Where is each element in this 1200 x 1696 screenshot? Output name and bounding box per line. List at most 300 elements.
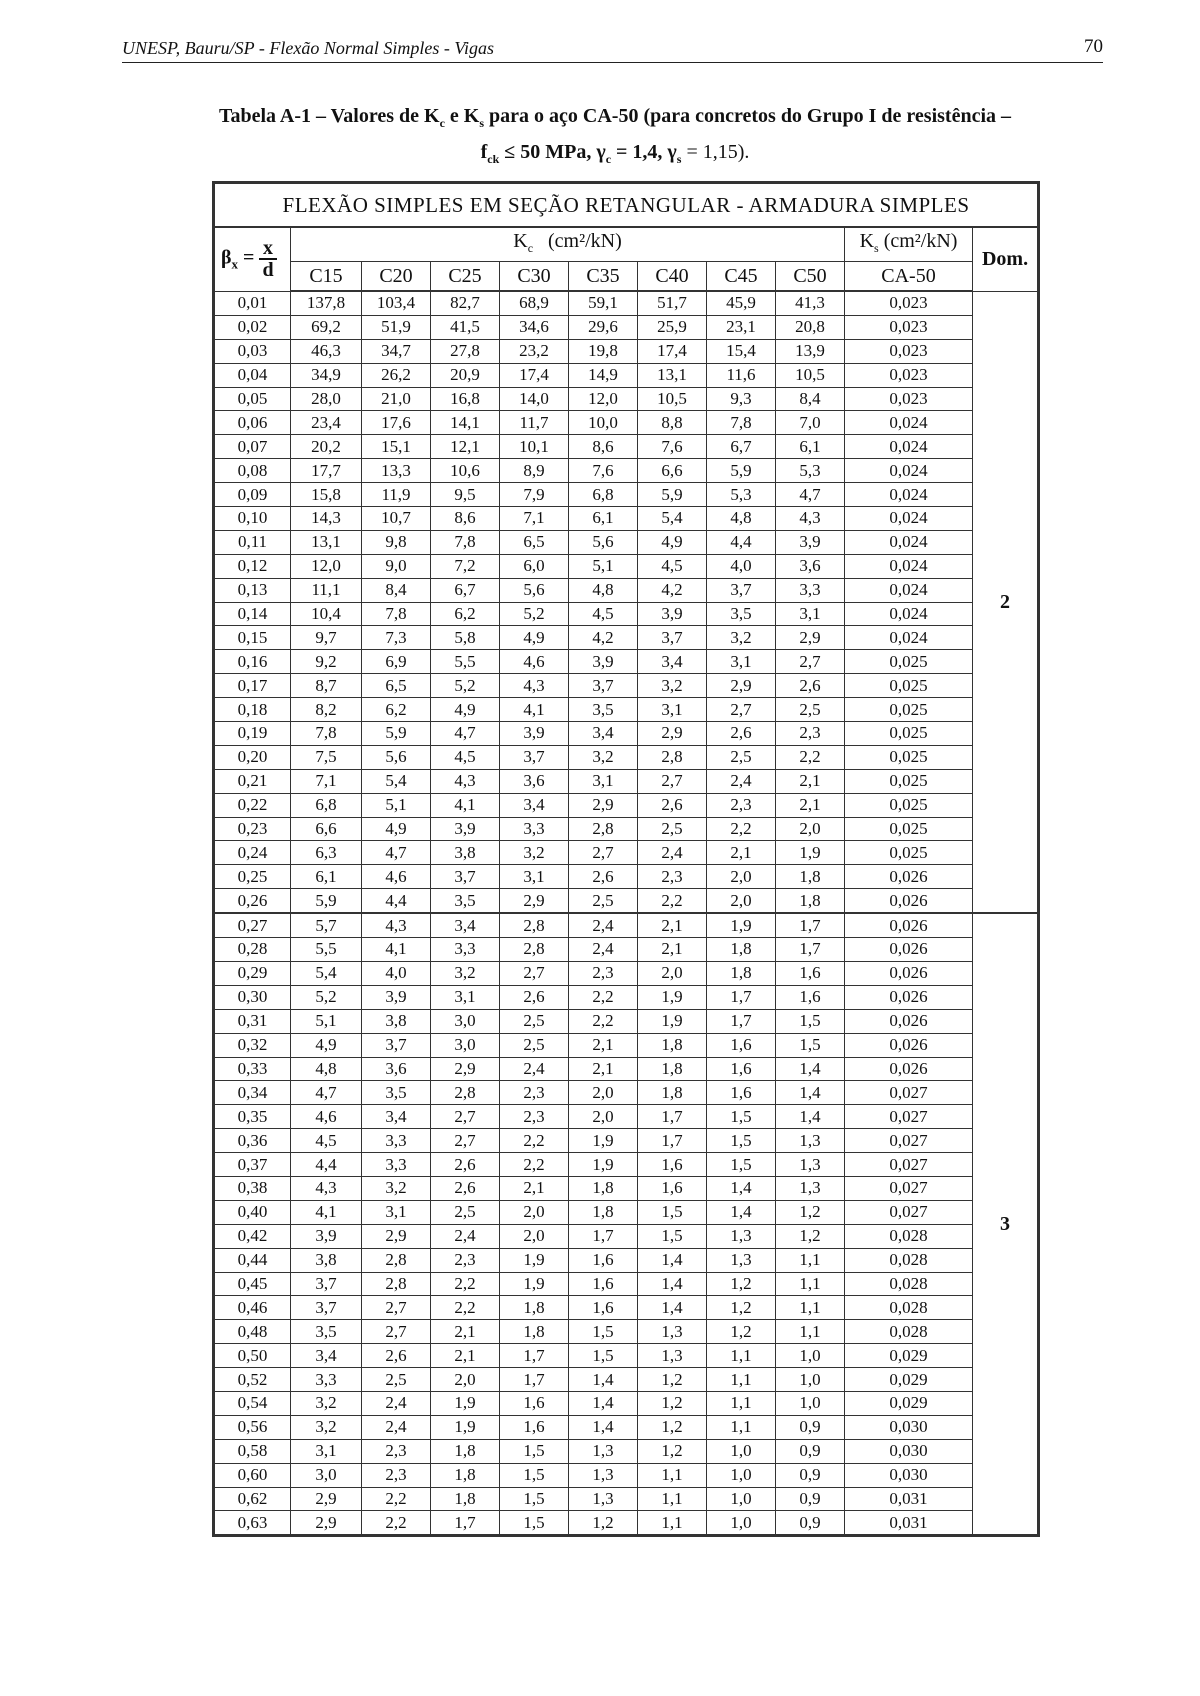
kc-cell: 2,6 xyxy=(500,985,569,1009)
kc-cell: 6,7 xyxy=(431,578,500,602)
kc-cell: 1,5 xyxy=(569,1344,638,1368)
kc-cell: 2,3 xyxy=(500,1081,569,1105)
kc-cell: 20,9 xyxy=(431,363,500,387)
beta-x-cell: 0,25 xyxy=(214,865,291,889)
kc-cell: 2,4 xyxy=(707,769,776,793)
kc-cell: 2,7 xyxy=(707,698,776,722)
beta-x-cell: 0,22 xyxy=(214,793,291,817)
beta-x-cell: 0,24 xyxy=(214,841,291,865)
table-row xyxy=(214,435,1039,459)
kc-cell: 17,4 xyxy=(500,363,569,387)
kc-cell: 3,4 xyxy=(362,1105,431,1129)
kc-cell: 2,5 xyxy=(707,745,776,769)
kc-cell: 3,2 xyxy=(500,841,569,865)
kc-cell: 2,2 xyxy=(500,1129,569,1153)
kc-cell: 5,9 xyxy=(362,722,431,746)
kc-cell: 3,3 xyxy=(431,938,500,962)
kc-cell: 41,5 xyxy=(431,315,500,339)
beta-x-cell: 0,05 xyxy=(214,387,291,411)
ks-cell: 0,028 xyxy=(845,1248,973,1272)
kc-cell: 13,1 xyxy=(638,363,707,387)
kc-cell: 1,4 xyxy=(707,1200,776,1224)
table-row xyxy=(214,722,1039,746)
kc-cell: 1,0 xyxy=(707,1487,776,1511)
kc-cell: 2,2 xyxy=(362,1511,431,1536)
table-row xyxy=(214,1511,1039,1536)
kc-cell: 4,7 xyxy=(362,841,431,865)
kc-cell: 4,8 xyxy=(569,578,638,602)
kc-cell: 10,4 xyxy=(291,602,362,626)
kc-cell: 10,0 xyxy=(569,411,638,435)
kc-cell: 6,6 xyxy=(638,459,707,483)
kc-cell: 0,9 xyxy=(776,1463,845,1487)
kc-cell: 3,2 xyxy=(638,674,707,698)
kc-cell: 2,8 xyxy=(638,745,707,769)
beta-x-cell: 0,12 xyxy=(214,554,291,578)
kc-cell: 2,5 xyxy=(431,1200,500,1224)
kc-cell: 1,7 xyxy=(638,1129,707,1153)
kc-cell: 4,6 xyxy=(362,865,431,889)
kc-cell: 1,4 xyxy=(707,1176,776,1200)
kc-cell: 4,9 xyxy=(362,817,431,841)
beta-x-cell: 0,44 xyxy=(214,1248,291,1272)
kc-cell: 7,8 xyxy=(291,722,362,746)
kc-cell: 3,2 xyxy=(291,1391,362,1415)
kc-cell: 1,8 xyxy=(638,1057,707,1081)
kc-cell: 4,5 xyxy=(638,554,707,578)
kc-cell: 4,3 xyxy=(776,507,845,531)
ks-cell: 0,024 xyxy=(845,459,973,483)
table-row xyxy=(214,315,1039,339)
kc-cell: 5,8 xyxy=(431,626,500,650)
kc-cell: 2,2 xyxy=(707,817,776,841)
kc-cell: 4,4 xyxy=(707,530,776,554)
ks-cell: 0,030 xyxy=(845,1415,973,1439)
beta-x-cell: 0,15 xyxy=(214,626,291,650)
kc-cell: 1,8 xyxy=(638,1081,707,1105)
kc-cell: 46,3 xyxy=(291,339,362,363)
kc-cell: 4,1 xyxy=(431,793,500,817)
kc-cell: 51,9 xyxy=(362,315,431,339)
table-row xyxy=(214,1081,1039,1105)
kc-cell: 1,1 xyxy=(638,1463,707,1487)
ks-cell: 0,026 xyxy=(845,1057,973,1081)
beta-x-cell: 0,09 xyxy=(214,483,291,507)
kc-cell: 1,1 xyxy=(776,1272,845,1296)
table-row xyxy=(214,793,1039,817)
ks-cell: 0,023 xyxy=(845,315,973,339)
kc-cell: 1,4 xyxy=(569,1368,638,1392)
kc-cell: 1,5 xyxy=(500,1463,569,1487)
kc-cell: 4,3 xyxy=(431,769,500,793)
kc-cell: 1,2 xyxy=(707,1296,776,1320)
concrete-class-header: C30 xyxy=(500,262,569,292)
kc-cell: 1,6 xyxy=(569,1248,638,1272)
ks-cell: 0,025 xyxy=(845,674,973,698)
beta-x-cell: 0,34 xyxy=(214,1081,291,1105)
beta-x-cell: 0,04 xyxy=(214,363,291,387)
beta-x-cell: 0,58 xyxy=(214,1439,291,1463)
domain-2-cell: 2 xyxy=(973,291,1039,913)
kc-cell: 6,1 xyxy=(776,435,845,459)
kc-cell: 2,4 xyxy=(569,938,638,962)
kc-cell: 2,4 xyxy=(500,1057,569,1081)
kc-cell: 8,9 xyxy=(500,459,569,483)
kc-cell: 16,8 xyxy=(431,387,500,411)
kc-cell: 2,2 xyxy=(569,1009,638,1033)
kc-cell: 1,8 xyxy=(638,1033,707,1057)
kc-cell: 1,5 xyxy=(638,1200,707,1224)
kc-cell: 3,3 xyxy=(500,817,569,841)
kc-cell: 1,1 xyxy=(776,1296,845,1320)
kc-cell: 9,3 xyxy=(707,387,776,411)
table-row xyxy=(214,1296,1039,1320)
beta-x-cell: 0,40 xyxy=(214,1200,291,1224)
kc-cell: 2,0 xyxy=(569,1081,638,1105)
table-row xyxy=(214,1129,1039,1153)
kc-cell: 1,9 xyxy=(569,1129,638,1153)
kc-cell: 3,3 xyxy=(776,578,845,602)
kc-cell: 82,7 xyxy=(431,291,500,315)
beta-x-cell: 0,29 xyxy=(214,961,291,985)
kc-cell: 2,2 xyxy=(638,889,707,913)
kc-cell: 1,5 xyxy=(500,1511,569,1536)
kc-cell: 6,0 xyxy=(500,554,569,578)
kc-cell: 1,2 xyxy=(638,1415,707,1439)
table-row xyxy=(214,1176,1039,1200)
kc-cell: 8,4 xyxy=(776,387,845,411)
kc-cell: 14,3 xyxy=(291,507,362,531)
kc-cell: 1,6 xyxy=(707,1033,776,1057)
kc-cell: 34,7 xyxy=(362,339,431,363)
kc-cell: 1,8 xyxy=(500,1320,569,1344)
beta-x-cell: 0,02 xyxy=(214,315,291,339)
kc-cell: 2,6 xyxy=(431,1176,500,1200)
kc-cell: 3,1 xyxy=(362,1200,431,1224)
kc-cell: 4,7 xyxy=(431,722,500,746)
kc-cell: 8,4 xyxy=(362,578,431,602)
ks-cell: 0,028 xyxy=(845,1296,973,1320)
table-title: FLEXÃO SIMPLES EM SEÇÃO RETANGULAR - ARMADURA SIMPLES xyxy=(214,183,1039,228)
beta-x-cell: 0,07 xyxy=(214,435,291,459)
table-row xyxy=(214,1439,1039,1463)
kc-cell: 4,4 xyxy=(291,1153,362,1177)
table-row xyxy=(214,291,1039,315)
table-row xyxy=(214,1320,1039,1344)
kc-cell: 1,6 xyxy=(500,1415,569,1439)
kc-cell: 5,9 xyxy=(638,483,707,507)
table-row xyxy=(214,1344,1039,1368)
kc-cell: 3,1 xyxy=(638,698,707,722)
beta-x-cell: 0,20 xyxy=(214,745,291,769)
kc-cell: 1,7 xyxy=(638,1105,707,1129)
kc-cell: 2,0 xyxy=(707,865,776,889)
table-row xyxy=(214,339,1039,363)
beta-x-cell: 0,60 xyxy=(214,1463,291,1487)
kc-cell: 8,7 xyxy=(291,674,362,698)
kc-cell: 8,2 xyxy=(291,698,362,722)
kc-cell: 3,9 xyxy=(431,817,500,841)
kc-cell: 9,0 xyxy=(362,554,431,578)
table-row xyxy=(214,817,1039,841)
kc-cell: 1,8 xyxy=(431,1439,500,1463)
beta-x-cell: 0,06 xyxy=(214,411,291,435)
ks-cell: 0,025 xyxy=(845,841,973,865)
kc-cell: 3,5 xyxy=(431,889,500,913)
kc-cell: 2,9 xyxy=(500,889,569,913)
kc-cell: 51,7 xyxy=(638,291,707,315)
kc-cell: 1,9 xyxy=(707,913,776,937)
ks-cell: 0,029 xyxy=(845,1344,973,1368)
kc-cell: 11,9 xyxy=(362,483,431,507)
kc-cell: 7,6 xyxy=(569,459,638,483)
kc-cell: 1,3 xyxy=(569,1487,638,1511)
ks-cell: 0,023 xyxy=(845,363,973,387)
kc-cell: 1,6 xyxy=(638,1176,707,1200)
kc-cell: 5,6 xyxy=(500,578,569,602)
kc-cell: 2,0 xyxy=(569,1105,638,1129)
kc-cell: 14,9 xyxy=(569,363,638,387)
kc-cell: 3,7 xyxy=(431,865,500,889)
ks-cell: 0,024 xyxy=(845,435,973,459)
kc-cell: 3,7 xyxy=(291,1296,362,1320)
kc-cell: 4,9 xyxy=(638,530,707,554)
kc-cell: 6,3 xyxy=(291,841,362,865)
kc-cell: 1,5 xyxy=(776,1033,845,1057)
kc-cell: 3,7 xyxy=(500,745,569,769)
kc-cell: 3,7 xyxy=(638,626,707,650)
kc-cell: 1,0 xyxy=(707,1439,776,1463)
kc-cell: 1,2 xyxy=(638,1391,707,1415)
kc-cell: 3,5 xyxy=(291,1320,362,1344)
page-header xyxy=(122,36,1103,63)
table-row xyxy=(214,841,1039,865)
table-row xyxy=(214,1272,1039,1296)
kc-cell: 3,1 xyxy=(707,650,776,674)
ks-cell: 0,025 xyxy=(845,769,973,793)
beta-x-cell: 0,27 xyxy=(214,913,291,937)
kc-cell: 4,6 xyxy=(500,650,569,674)
ks-cell: 0,028 xyxy=(845,1320,973,1344)
kc-cell: 3,1 xyxy=(291,1439,362,1463)
domain-3-cell: 3 xyxy=(973,913,1039,1536)
kc-cell: 2,0 xyxy=(776,817,845,841)
ks-cell: 0,028 xyxy=(845,1224,973,1248)
kc-cell: 3,0 xyxy=(291,1463,362,1487)
kc-cell: 5,9 xyxy=(707,459,776,483)
kc-cell: 3,4 xyxy=(500,793,569,817)
concrete-class-header: C45 xyxy=(707,262,776,292)
beta-x-cell: 0,18 xyxy=(214,698,291,722)
beta-x-cell: 0,52 xyxy=(214,1368,291,1392)
table-row xyxy=(214,1105,1039,1129)
kc-cell: 29,6 xyxy=(569,315,638,339)
kc-cell: 2,9 xyxy=(776,626,845,650)
kc-cell: 3,8 xyxy=(362,1009,431,1033)
kc-cell: 1,1 xyxy=(707,1368,776,1392)
table-row xyxy=(214,578,1039,602)
table-row xyxy=(214,889,1039,913)
kc-cell: 5,1 xyxy=(291,1009,362,1033)
kc-cell: 3,2 xyxy=(362,1176,431,1200)
kc-cell: 1,2 xyxy=(569,1511,638,1536)
kc-cell: 4,2 xyxy=(638,578,707,602)
kc-cell: 5,9 xyxy=(291,889,362,913)
ks-cell: 0,027 xyxy=(845,1200,973,1224)
beta-x-cell: 0,48 xyxy=(214,1320,291,1344)
table-row xyxy=(214,530,1039,554)
kc-cell: 4,8 xyxy=(291,1057,362,1081)
kc-cell: 12,0 xyxy=(569,387,638,411)
beta-x-cell: 0,30 xyxy=(214,985,291,1009)
ks-cell: 0,031 xyxy=(845,1511,973,1536)
kc-cell: 2,2 xyxy=(431,1272,500,1296)
ks-cell: 0,026 xyxy=(845,961,973,985)
kc-cell: 3,7 xyxy=(291,1272,362,1296)
kc-cell: 1,9 xyxy=(500,1248,569,1272)
caption-line-1: Tabela A-1 – Valores de $K_c$ e $K_s$ para o aço CA-50 (para concretos do Grupo I de resistência – xyxy=(218,105,1012,130)
kc-cell: 2,7 xyxy=(431,1105,500,1129)
kc-cell: 2,6 xyxy=(362,1344,431,1368)
kc-cell: 5,3 xyxy=(776,459,845,483)
kc-cell: 3,9 xyxy=(291,1224,362,1248)
kc-cell: 1,3 xyxy=(569,1463,638,1487)
kc-cell: 1,1 xyxy=(776,1320,845,1344)
beta-x-cell: 0,03 xyxy=(214,339,291,363)
kc-cell: 5,3 xyxy=(707,483,776,507)
table-row xyxy=(214,913,1039,937)
ks-cell: 0,027 xyxy=(845,1153,973,1177)
kc-cell: 2,9 xyxy=(362,1224,431,1248)
kc-cell: 4,3 xyxy=(291,1176,362,1200)
kc-cell: 34,6 xyxy=(500,315,569,339)
kc-cell: 1,6 xyxy=(500,1391,569,1415)
kc-cell: 5,5 xyxy=(291,938,362,962)
kc-cell: 3,8 xyxy=(291,1248,362,1272)
kc-cell: 2,1 xyxy=(638,913,707,937)
beta-x-cell: 0,45 xyxy=(214,1272,291,1296)
kc-cell: 1,7 xyxy=(707,985,776,1009)
kc-cell: 11,1 xyxy=(291,578,362,602)
beta-x-cell: 0,23 xyxy=(214,817,291,841)
kc-cell: 23,2 xyxy=(500,339,569,363)
kc-cell: 2,7 xyxy=(362,1296,431,1320)
table-row xyxy=(214,363,1039,387)
kc-cell: 6,9 xyxy=(362,650,431,674)
kc-cell: 1,6 xyxy=(638,1153,707,1177)
kc-cell: 1,5 xyxy=(500,1487,569,1511)
domain-header: Dom. xyxy=(973,227,1039,291)
ks-cell: 0,025 xyxy=(845,745,973,769)
kc-cell: 103,4 xyxy=(362,291,431,315)
kc-cell: 3,1 xyxy=(569,769,638,793)
table-row xyxy=(214,1487,1039,1511)
table-row xyxy=(214,1415,1039,1439)
table-row xyxy=(214,650,1039,674)
kc-cell: 2,6 xyxy=(431,1153,500,1177)
kc-cell: 2,6 xyxy=(776,674,845,698)
kc-cell: 2,5 xyxy=(500,1009,569,1033)
kc-cell: 45,9 xyxy=(707,291,776,315)
kc-cell: 2,6 xyxy=(569,865,638,889)
kc-cell: 1,8 xyxy=(569,1176,638,1200)
kc-cell: 2,7 xyxy=(569,841,638,865)
kc-cell: 9,7 xyxy=(291,626,362,650)
kc-cell: 23,1 xyxy=(707,315,776,339)
kc-cell: 2,8 xyxy=(431,1081,500,1105)
kc-cell: 3,6 xyxy=(500,769,569,793)
table-row xyxy=(214,1033,1039,1057)
kc-cell: 1,7 xyxy=(500,1344,569,1368)
kc-cell: 3,2 xyxy=(707,626,776,650)
kc-cell: 1,2 xyxy=(638,1439,707,1463)
kc-cell: 3,6 xyxy=(362,1057,431,1081)
ks-cell: 0,026 xyxy=(845,1009,973,1033)
kc-cell: 68,9 xyxy=(500,291,569,315)
kc-cell: 1,4 xyxy=(638,1248,707,1272)
table-row xyxy=(214,1009,1039,1033)
table-row xyxy=(214,985,1039,1009)
kc-cell: 10,6 xyxy=(431,459,500,483)
kc-header: $K_c$ (cm²/kN) xyxy=(291,227,845,262)
kc-cell: 4,3 xyxy=(500,674,569,698)
kc-cell: 5,5 xyxy=(431,650,500,674)
kc-cell: 2,7 xyxy=(362,1320,431,1344)
kc-cell: 2,6 xyxy=(707,722,776,746)
kc-cell: 2,0 xyxy=(707,889,776,913)
beta-x-cell: 0,19 xyxy=(214,722,291,746)
kc-cell: 7,1 xyxy=(500,507,569,531)
table-row xyxy=(214,1368,1039,1392)
beta-x-cell: 0,56 xyxy=(214,1415,291,1439)
kc-cell: 1,7 xyxy=(707,1009,776,1033)
kc-cell: 3,1 xyxy=(776,602,845,626)
ks-cell: 0,024 xyxy=(845,411,973,435)
kc-cell: 7,2 xyxy=(431,554,500,578)
kc-cell: 1,6 xyxy=(776,961,845,985)
kc-cell: 1,1 xyxy=(707,1415,776,1439)
kc-cell: 2,1 xyxy=(569,1057,638,1081)
ks-cell: 0,027 xyxy=(845,1105,973,1129)
kc-cell: 3,9 xyxy=(569,650,638,674)
kc-cell: 2,1 xyxy=(569,1033,638,1057)
ks-cell: 0,023 xyxy=(845,339,973,363)
kc-cell: 2,0 xyxy=(431,1368,500,1392)
kc-cell: 2,4 xyxy=(431,1224,500,1248)
kc-cell: 27,8 xyxy=(431,339,500,363)
kc-cell: 4,5 xyxy=(291,1129,362,1153)
beta-x-cell: 0,28 xyxy=(214,938,291,962)
kc-cell: 4,1 xyxy=(500,698,569,722)
kc-cell: 2,2 xyxy=(500,1153,569,1177)
kc-cell: 2,7 xyxy=(500,961,569,985)
ks-cell: 0,023 xyxy=(845,387,973,411)
kc-cell: 1,2 xyxy=(776,1200,845,1224)
kc-cell: 1,7 xyxy=(431,1511,500,1536)
kc-cell: 2,7 xyxy=(431,1129,500,1153)
kc-cell: 6,7 xyxy=(707,435,776,459)
kc-cell: 1,9 xyxy=(431,1415,500,1439)
kc-cell: 3,0 xyxy=(431,1009,500,1033)
page-number: 70 xyxy=(1084,36,1103,57)
kc-cell: 15,8 xyxy=(291,483,362,507)
kc-cell: 10,7 xyxy=(362,507,431,531)
kc-cell: 2,9 xyxy=(291,1487,362,1511)
kc-cell: 2,2 xyxy=(362,1487,431,1511)
kc-cell: 1,7 xyxy=(569,1224,638,1248)
kc-cell: 1,2 xyxy=(707,1320,776,1344)
kc-cell: 2,3 xyxy=(707,793,776,817)
